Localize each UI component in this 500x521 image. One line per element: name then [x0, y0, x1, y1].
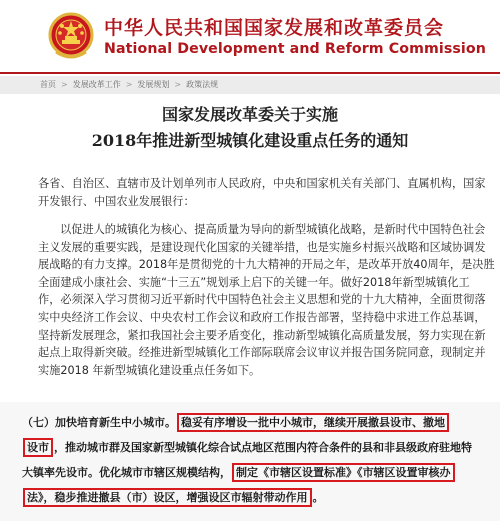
body-line: 展战略的有力支撑。2018年是贯彻党的十九大精神的开局之年，是改革开放40周年，是决胜	[38, 258, 495, 272]
breadcrumb	[0, 76, 500, 94]
section-line-4	[22, 485, 492, 510]
addressees	[38, 175, 486, 211]
highlight-box: 设市	[23, 438, 53, 457]
section-heading: （七）加快培育新生中小城市。	[22, 416, 176, 429]
section-text: 。	[312, 491, 324, 504]
highlight-box: 稳妥有序增设一批中小城市，继续开展撤县设市、撤地	[177, 413, 449, 432]
body-line: 坚持新发展理念，紧扣我国社会主要矛盾变化，推动新型城镇化高质量发展，努力实现在新	[38, 328, 486, 342]
org-name-chinese: 中华人民共和国国家发展和改革委员会	[104, 17, 445, 39]
body-line: 实中央经济工作会议、中央农村工作会议和政府工作报告部署，坚持稳中求进工作总基调，	[38, 310, 486, 324]
body-line: 以促进人的城镇化为核心、提高质量为导向的新型城镇化战略，是新时代中国特色社会	[60, 223, 486, 236]
breadcrumb-development-planning[interactable]: 发展规划	[137, 80, 170, 89]
page-title	[0, 102, 500, 154]
org-name-english: National Development and Reform Commission	[104, 41, 486, 57]
title-line-2: 2018年推进新型城镇化建设重点任务的通知	[91, 131, 409, 150]
highlight-box: 制定《市辖区设置标准》《市辖区设置审核办	[232, 463, 455, 482]
section-line-1	[22, 410, 492, 435]
body-paragraph	[38, 221, 495, 379]
body-line: 全面建成小康社会、实施“十三五”规划承上启下的关键一年。做好2018年新型城镇化工	[38, 275, 470, 289]
highlight-box: 法》，稳步推进撤县（市）设区，增强设区市辐射带动作用	[23, 488, 312, 507]
section-text: 大镇率先设市。优化城市市辖区规模结构，	[22, 466, 231, 479]
addressees-line-2: 开发银行、中国农业发展银行：	[38, 195, 195, 208]
breadcrumb-separator: >	[174, 80, 182, 89]
addressees-line-1: 各省、自治区、直辖市及计划单列市人民政府，中央和国家机关有关部门、直属机构，国家	[38, 177, 486, 190]
site-header	[0, 0, 500, 74]
body-line: 实施2018 年新型城镇化建设重点任务如下。	[38, 363, 261, 377]
national-emblem-icon	[48, 12, 94, 62]
header-divider	[0, 72, 500, 74]
body-line: 主义发展的重要实践，是建设现代化国家的关键举措，也是实施乡村振兴战略和区域协调发	[38, 240, 486, 254]
title-line-1: 国家发展改革委关于实施	[161, 105, 338, 124]
breadcrumb-separator: >	[61, 80, 68, 89]
section-line-2	[22, 435, 492, 460]
section-seven	[22, 410, 492, 510]
body-line: 作，必须深入学习贯彻习近平新时代中国特色社会主义思想和党的十九大精神，全面贯彻落	[38, 293, 486, 307]
section-text: ，推动城市群及国家新型城镇化综合试点地区范围内符合条件的县和非县级政府驻地特	[54, 441, 472, 454]
body-line: 起点上取得新突破。经推进新型城镇化工作部际联席会议审议并报告国务院同意，现制定并	[38, 346, 486, 360]
breadcrumb-separator: >	[125, 80, 133, 89]
section-line-3	[22, 460, 492, 485]
breadcrumb-home[interactable]: 首页	[40, 80, 56, 89]
breadcrumb-development-reform-work[interactable]: 发展改革工作	[72, 80, 121, 89]
breadcrumb-policies-regulations[interactable]: 政策法规	[186, 80, 219, 89]
